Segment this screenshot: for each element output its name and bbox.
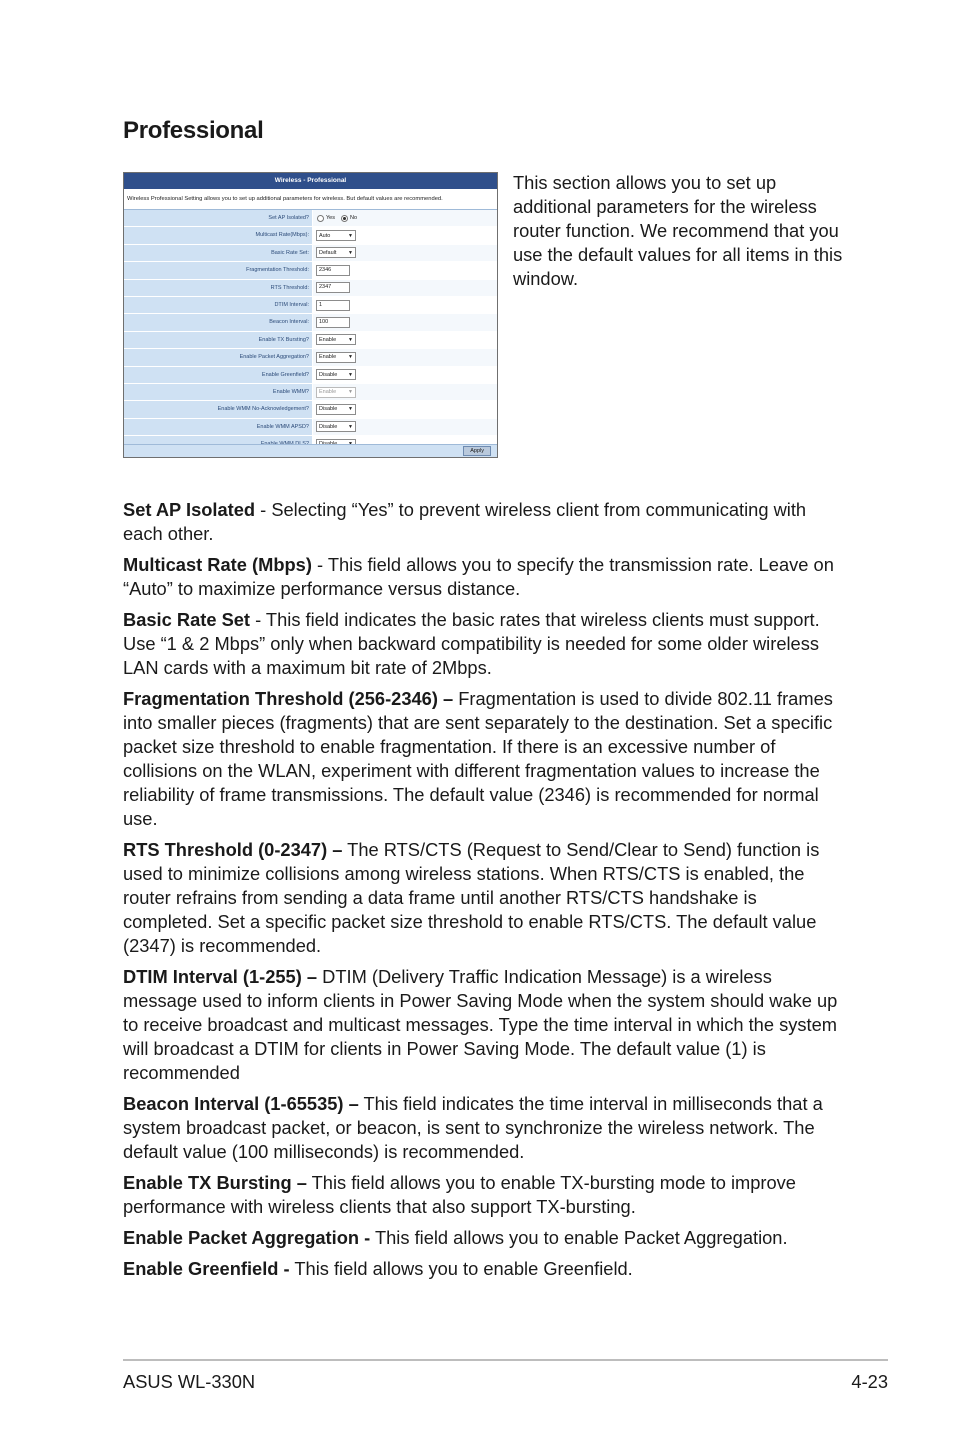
- setting-select[interactable]: [316, 230, 356, 241]
- setting-row: [124, 367, 497, 384]
- setting-select[interactable]: [316, 404, 356, 415]
- chevron-down-icon: ▼: [348, 371, 353, 378]
- description-term: Enable Packet Aggregation -: [123, 1227, 371, 1248]
- setting-row: [124, 314, 497, 331]
- setting-label: Enable Packet Aggregation?: [124, 349, 312, 365]
- chevron-down-icon: ▼: [348, 423, 353, 430]
- setting-row: [124, 401, 497, 418]
- description-term: Beacon Interval (1-65535) –: [123, 1093, 359, 1114]
- description-paragraph: [123, 965, 843, 1085]
- intro-text: This section allows you to set up additional parameters for the wireless router function. We recommend that you use the default values for all items in this window.: [513, 172, 843, 289]
- setting-label: Fragmentation Threshold:: [124, 262, 312, 278]
- description-term: Enable Greenfield -: [123, 1258, 290, 1279]
- router-settings-screenshot: [123, 172, 498, 458]
- description-paragraph: [123, 553, 843, 601]
- section-title: Professional: [123, 117, 264, 144]
- select-value: Disable: [319, 371, 338, 378]
- setting-control: [312, 297, 497, 313]
- select-value: Disable: [319, 406, 338, 413]
- setting-row: [124, 262, 497, 279]
- description-term: Multicast Rate (Mbps): [123, 554, 312, 575]
- description-text: - This field indicates the basic rates that wireless clients must support. Use “1 & 2 Mbps” only when backward compatibility is needed for some older wireless LAN cards with a maximum bit rate of 2Mbps.: [123, 609, 820, 678]
- setting-control: [312, 332, 497, 348]
- description-term: Basic Rate Set: [123, 609, 251, 630]
- footer-page-number: 4-23: [851, 1371, 888, 1392]
- setting-control: [312, 210, 497, 226]
- setting-label: Enable WMM?: [124, 384, 312, 400]
- setting-label: Enable Greenfield?: [124, 367, 312, 383]
- footer-rule: [123, 1359, 888, 1361]
- description-text: This field indicates the time interval in milliseconds that a system broadcast packet, or beacon, is sent to synchronize the wireless network. The default value (100 milliseconds) is recommended.: [123, 1093, 823, 1162]
- radio-label: No: [349, 215, 358, 222]
- setting-control: [312, 227, 497, 243]
- description-paragraph: [123, 498, 843, 546]
- select-value: Default: [319, 249, 337, 256]
- apply-bar: [124, 444, 497, 457]
- setting-label: Beacon Interval:: [124, 314, 312, 330]
- radio-label: Yes: [326, 215, 335, 222]
- setting-control: [312, 314, 497, 330]
- description-text: DTIM (Delivery Traffic Indication Message) is a wireless message used to inform clients in Power Saving Mode when the system should wake up to receive broadcast and multicast messages. Type the time interval in which the system will broadcast a DTIM for clients in Power Saving Mode. The default value (1) is recommended: [123, 966, 838, 1083]
- setting-control: [312, 419, 497, 435]
- screenshot-description: Wireless Professional Setting allows you to set up additional parameters for wireless. But default values are recommended.: [124, 189, 497, 210]
- chevron-down-icon: ▼: [348, 232, 353, 239]
- description-text: This field allows you to enable Greenfield.: [289, 1258, 633, 1279]
- setting-row: [124, 280, 497, 297]
- setting-row: [124, 297, 497, 314]
- select-value: Disable: [319, 423, 338, 430]
- setting-control: [312, 401, 497, 417]
- description-paragraph: [123, 1226, 843, 1250]
- setting-label: Enable TX Bursting?: [124, 332, 312, 348]
- setting-row: [124, 332, 497, 349]
- description-term: Set AP Isolated: [123, 499, 256, 520]
- description-term: RTS Threshold (0-2347) –: [123, 839, 343, 860]
- setting-label: Enable WMM APSD?: [124, 419, 312, 435]
- setting-control: [312, 262, 497, 278]
- description-text: - Selecting “Yes” to prevent wireless client from communicating with each other.: [123, 499, 807, 544]
- description-text: The RTS/CTS (Request to Send/Clear to Send) function is used to minimize collisions among wireless stations. When RTS/CTS is enabled, the router refrains from sending a data frame until another RTS/CTS handshake is completed. Set a specific packet size threshold to enable RTS/CTS. The default value (2347) is recommended.: [123, 839, 820, 956]
- setting-control: [312, 367, 497, 383]
- description-paragraph: [123, 1092, 843, 1164]
- select-value: Auto: [319, 232, 331, 239]
- chevron-down-icon: ▼: [348, 249, 353, 256]
- setting-select[interactable]: [316, 421, 356, 432]
- setting-input[interactable]: 2347: [316, 282, 350, 293]
- setting-label: Multicast Rate(Mbps):: [124, 227, 312, 243]
- setting-control: [312, 280, 497, 296]
- description-paragraph: [123, 838, 843, 958]
- chevron-down-icon: ▼: [348, 336, 353, 343]
- setting-row: [124, 384, 497, 401]
- description-paragraph: [123, 687, 843, 831]
- radio-no[interactable]: [341, 215, 348, 222]
- setting-row: [124, 210, 497, 227]
- setting-control: [312, 245, 497, 261]
- setting-control: [312, 349, 497, 365]
- setting-select[interactable]: [316, 247, 356, 258]
- setting-select[interactable]: [316, 334, 356, 345]
- footer-product: ASUS WL-330N: [123, 1371, 256, 1392]
- setting-select: [316, 387, 356, 398]
- chevron-down-icon: ▼: [348, 406, 353, 413]
- select-value: Enable: [319, 336, 337, 343]
- settings-rows: [124, 210, 497, 453]
- description-paragraph: [123, 608, 843, 680]
- field-descriptions: [123, 498, 843, 1288]
- setting-row: [124, 419, 497, 436]
- setting-label: DTIM Interval:: [124, 297, 312, 313]
- setting-label: RTS Threshold:: [124, 280, 312, 296]
- setting-label: Enable WMM No-Acknowledgement?: [124, 401, 312, 417]
- setting-select[interactable]: [316, 352, 356, 363]
- chevron-down-icon: ▼: [348, 389, 353, 396]
- description-text: This field allows you to enable TX-bursting mode to improve performance with wireless clients that also support TX-bursting.: [123, 1172, 796, 1217]
- description-text: - This field allows you to specify the transmission rate. Leave on “Auto” to maximize performance versus distance.: [123, 554, 834, 599]
- setting-control: [312, 384, 497, 400]
- setting-row: [124, 245, 497, 262]
- setting-select[interactable]: [316, 369, 356, 380]
- select-value: Enable: [319, 354, 337, 361]
- description-term: DTIM Interval (1-255) –: [123, 966, 318, 987]
- setting-input[interactable]: 100: [316, 317, 350, 328]
- select-value: Enable: [319, 389, 337, 396]
- setting-label: Basic Rate Set:: [124, 245, 312, 261]
- setting-input[interactable]: 1: [316, 300, 350, 311]
- description-term: Enable TX Bursting –: [123, 1172, 307, 1193]
- setting-input[interactable]: 2346: [316, 265, 350, 276]
- description-text: Fragmentation is used to divide 802.11 frames into smaller pieces (fragments) that are sent separately to the destination. Set a specific packet size threshold to enable fragmentation. If there is an excessive number of collisions on the WLAN, experiment with different fragmentation values to increase the reliability of frame transmissions. The default value (2346) is recommended for normal use.: [123, 688, 833, 829]
- screenshot-title: Wireless - Professional: [124, 173, 497, 189]
- description-text: This field allows you to enable Packet Aggregation.: [370, 1227, 788, 1248]
- description-paragraph: [123, 1257, 843, 1281]
- setting-row: [124, 227, 497, 244]
- apply-button[interactable]: Apply: [463, 446, 491, 456]
- setting-row: [124, 349, 497, 366]
- chevron-down-icon: ▼: [348, 354, 353, 361]
- description-paragraph: [123, 1171, 843, 1219]
- description-term: Fragmentation Threshold (256-2346) –: [123, 688, 454, 709]
- setting-label: Set AP Isolated?: [124, 210, 312, 226]
- radio-yes[interactable]: [317, 215, 324, 222]
